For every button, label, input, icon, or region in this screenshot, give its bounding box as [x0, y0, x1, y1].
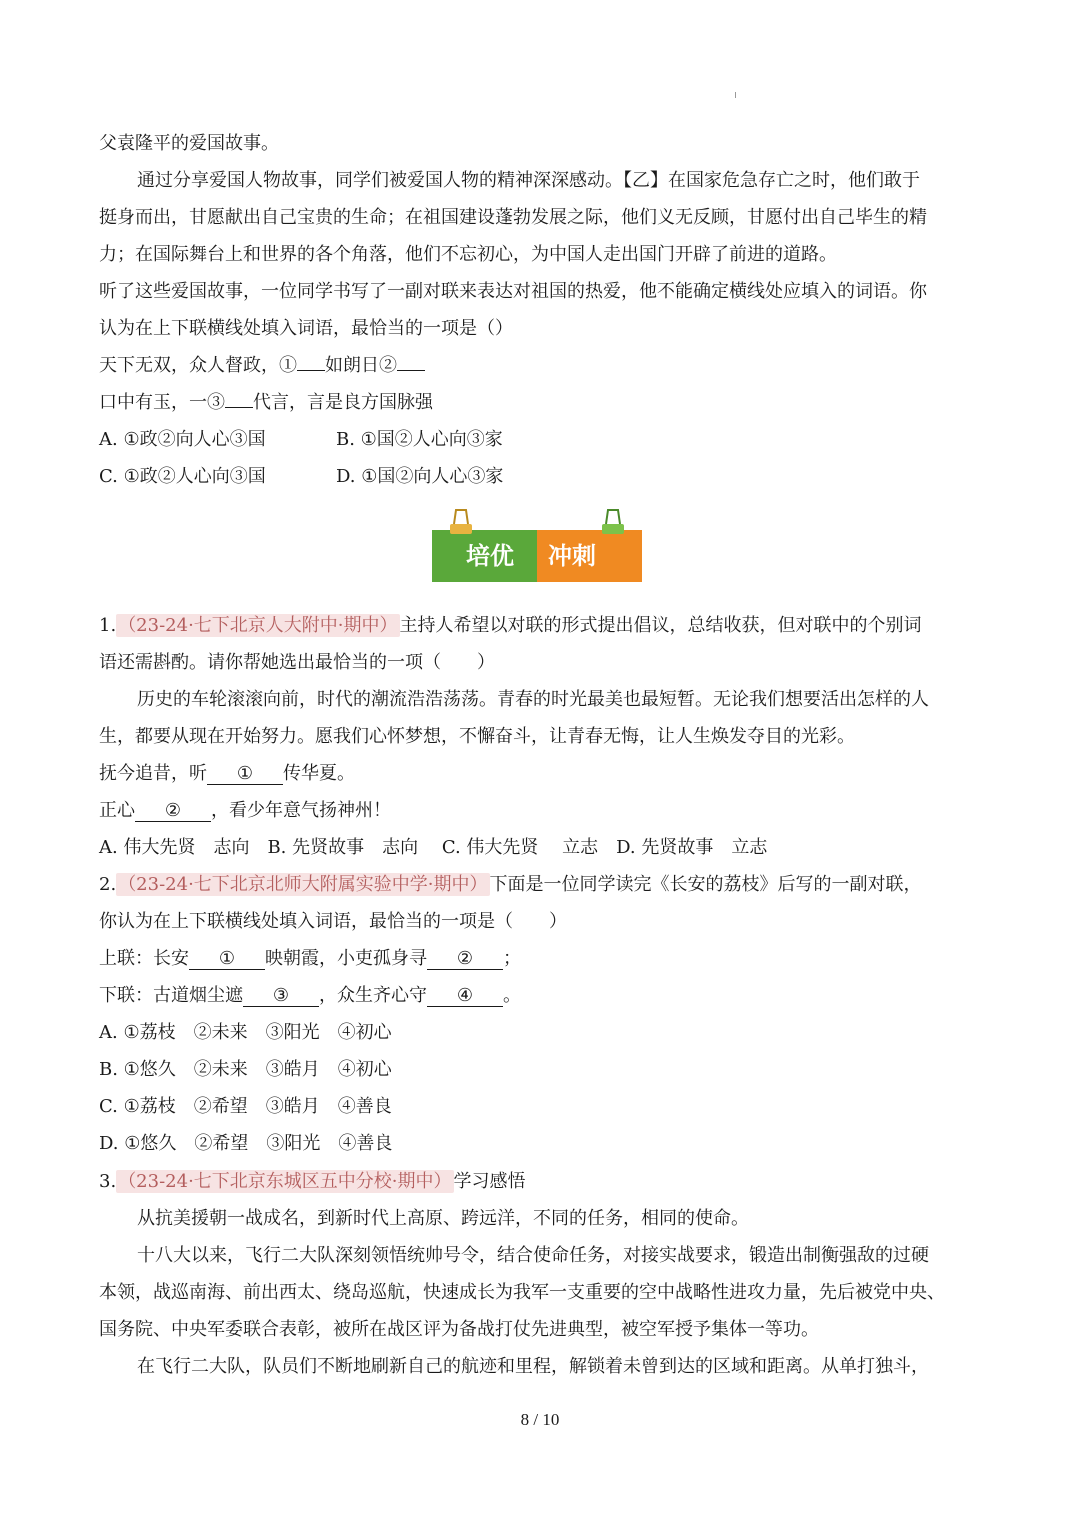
blank	[225, 407, 253, 408]
paragraph-line: 在飞行二大队，队员们不断地刷新自己的航迹和里程，解锁着未曾到达的区域和距离。从单打独斗，	[137, 1356, 929, 1377]
question-line: 语还需斟酌。请你帮她选出最恰当的一项（ ）	[99, 652, 495, 673]
couplet-line	[99, 763, 1000, 785]
couplet-text: 传华夏。	[283, 763, 355, 784]
couplet-line	[99, 985, 1000, 1007]
couplet-text: ，看少年意气扬神州！	[211, 800, 391, 821]
couplet-text: 如朗日②	[325, 355, 397, 376]
couplet-text: ，众生齐心守	[319, 985, 427, 1006]
banner-left-text: 培优	[466, 542, 514, 570]
source-tag: （23-24·七下北京东城区五中分校·期中）	[118, 1171, 452, 1192]
couplet-line	[99, 948, 1000, 970]
couplet-text: 天下无双，众人督政，①	[99, 355, 297, 376]
blank	[397, 370, 425, 371]
paragraph-line: 从抗美援朝一战成名，到新时代上高原、跨远洋，不同的任务，相同的使命。	[137, 1208, 749, 1229]
paragraph-line: 通过分享爱国人物故事，同学们被爱国人物的精神深深感动。【乙】在国家危急存亡之时，他们敢于	[137, 170, 920, 191]
couplet-text: ；	[503, 948, 521, 969]
couplet-text: 抚今追昔，听	[99, 763, 207, 784]
blank: ④	[427, 986, 503, 1007]
couplet-text: 代言，言是良方国脉强	[253, 392, 433, 413]
option-b: B. ①悠久 ②未来 ③皓月 ④初心	[99, 1059, 392, 1080]
question-number: 3.	[99, 1171, 117, 1192]
question-text: 下面是一位同学读完《长安的荔枝》后写的一副对联，	[489, 874, 922, 895]
section-banner	[432, 508, 642, 584]
blank: ②	[427, 949, 503, 970]
paragraph-line: 十八大以来，飞行二大队深刻领悟统帅号令，结合使命任务，对接实战要求，锻造出制衡强敌的过硬	[137, 1245, 929, 1266]
blank: ①	[189, 949, 265, 970]
question-2-line	[99, 874, 1000, 896]
couplet-line	[99, 355, 1000, 377]
question-text: 学习感悟	[453, 1171, 526, 1192]
blank: ①	[207, 764, 283, 785]
question-line: 听了这些爱国故事，一位同学书写了一副对联来表达对祖国的热爱，他不能确定横线处应填入的词语。你	[99, 281, 927, 302]
paragraph-line: 力；在国际舞台上和世界的各个角落，他们不忘初心，为中国人走出国门开辟了前进的道路。	[99, 244, 837, 265]
couplet-line	[99, 392, 1000, 414]
option-d: D. ①国②向人心③家	[336, 466, 504, 487]
option-c: C. ①政②人心向③国	[99, 466, 266, 487]
question-1-line	[99, 615, 1000, 637]
question-number: 1.	[99, 615, 117, 636]
banner-right-text: 冲刺	[548, 542, 596, 570]
question-3-line	[99, 1171, 1000, 1193]
page-mark	[735, 92, 736, 98]
blank	[297, 370, 325, 371]
couplet-text: 。	[503, 985, 521, 1006]
blank: ③	[243, 986, 319, 1007]
paragraph-line: 历史的车轮滚滚向前，时代的潮流浩浩荡荡。青春的时光最美也最短暂。无论我们想要活出怎样的人	[137, 689, 929, 710]
question-line: 你认为在上下联横线处填入词语，最恰当的一项是（ ）	[99, 911, 567, 932]
couplet-text: 上联：长安	[99, 948, 189, 969]
question-text: 主持人希望以对联的形式提出倡议，总结收获，但对联中的个别词	[399, 615, 922, 636]
couplet-text: 映朝霞，小吏孤身寻	[265, 948, 427, 969]
binder-clip-icon	[450, 510, 472, 534]
option-a: A. ①荔枝 ②未来 ③阳光 ④初心	[99, 1022, 392, 1043]
binder-clip-icon	[602, 510, 624, 534]
couplet-line	[99, 800, 1000, 822]
option-c: C. ①荔枝 ②希望 ③皓月 ④善良	[99, 1096, 392, 1117]
source-tag: （23-24·七下北京人大附中·期中）	[118, 615, 398, 636]
couplet-text: 下联：古道烟尘遮	[99, 985, 243, 1006]
page-number: 8 / 10	[520, 1410, 560, 1429]
option-a: A. ①政②向人心③国	[99, 429, 266, 450]
couplet-text: 正心	[99, 800, 135, 821]
couplet-text: 口中有玉，一③	[99, 392, 225, 413]
text-line: 父袁隆平的爱国故事。	[99, 133, 279, 154]
option-b: B. ①国②人心向③家	[336, 429, 503, 450]
blank: ②	[135, 801, 211, 822]
paragraph-line: 生，都要从现在开始努力。愿我们心怀梦想，不懈奋斗，让青春无悔，让人生焕发夺目的光彩。	[99, 726, 855, 747]
question-line: 认为在上下联横线处填入词语，最恰当的一项是（）	[99, 318, 513, 339]
options-line: A. 伟大先贤 志向 B. 先贤故事 志向 C. 伟大先贤 立志 D. 先贤故事 立志	[99, 837, 768, 858]
option-d: D. ①悠久 ②希望 ③阳光 ④善良	[99, 1133, 393, 1154]
source-tag: （23-24·七下北京北师大附属实验中学·期中）	[118, 874, 488, 895]
paragraph-line: 国务院、中央军委联合表彰，被所在战区评为备战打仗先进典型，被空军授予集体一等功。	[99, 1319, 819, 1340]
paragraph-line: 本领，战巡南海、前出西太、绕岛巡航，快速成长为我军一支重要的空中战略性进攻力量，先后被党中央、	[99, 1282, 945, 1303]
paragraph-line: 挺身而出，甘愿献出自己宝贵的生命；在祖国建设蓬勃发展之际，他们义无反顾，甘愿付出自己毕生的精	[99, 207, 927, 228]
question-number: 2.	[99, 874, 117, 895]
